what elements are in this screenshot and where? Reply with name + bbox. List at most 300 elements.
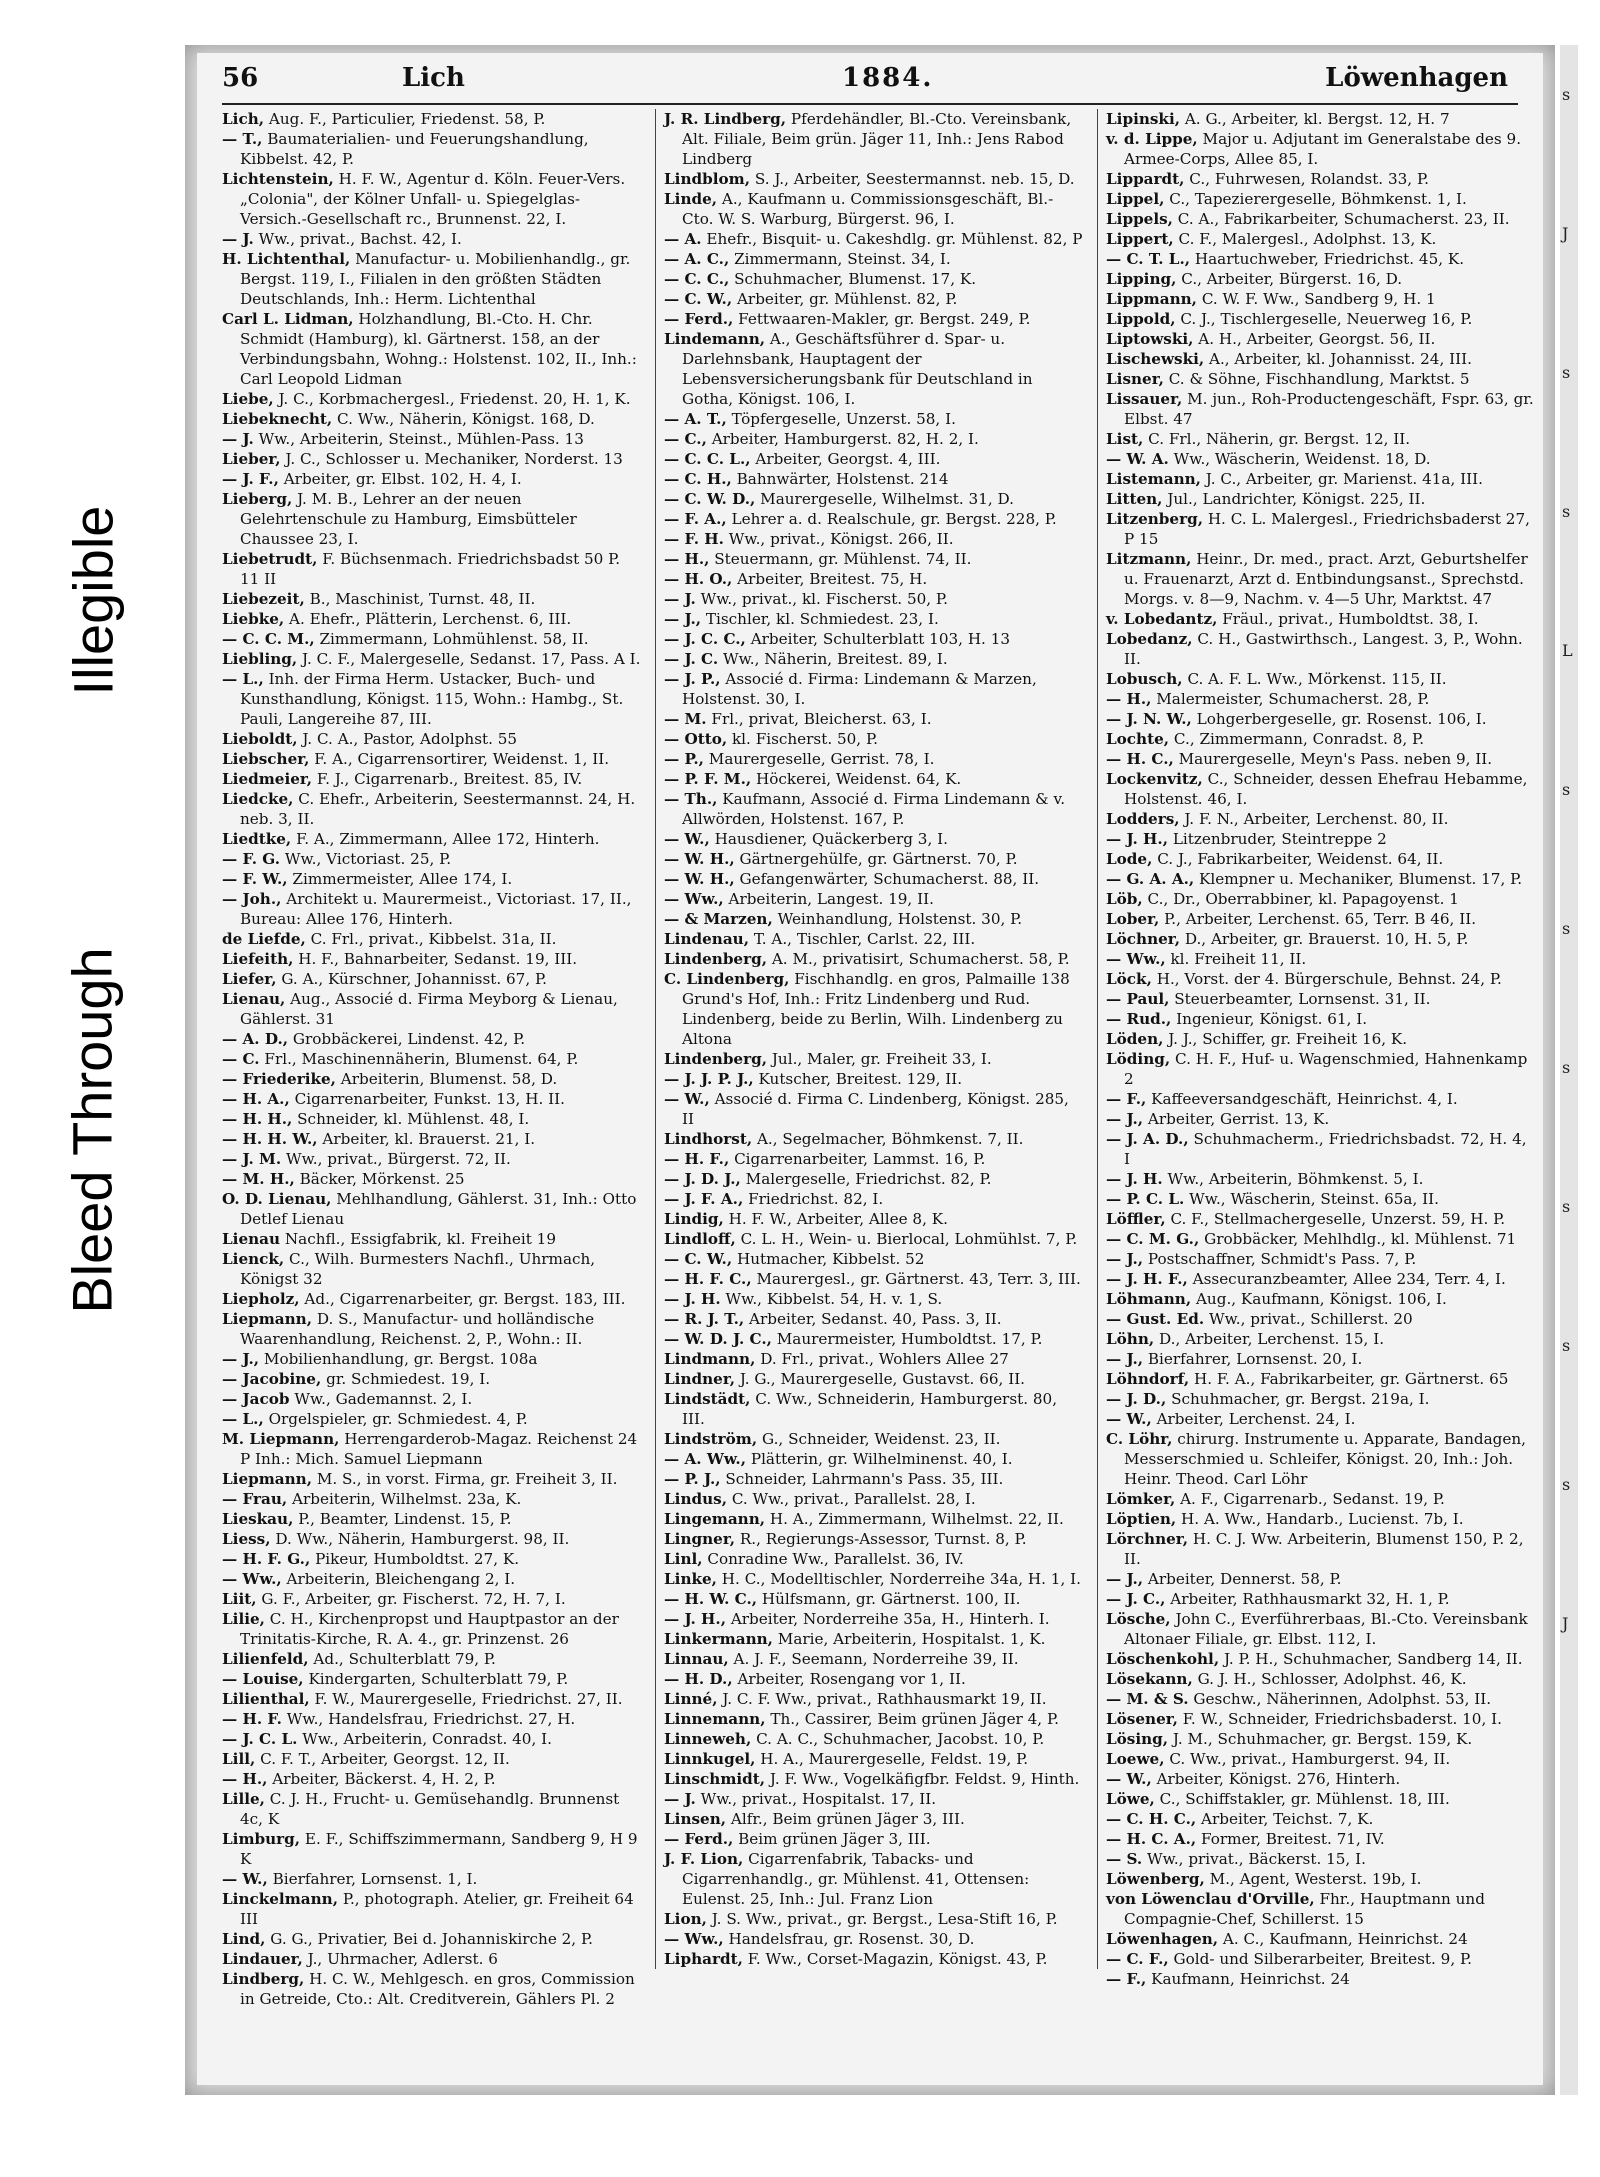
entry-name: Lindstädt, bbox=[664, 1390, 751, 1408]
entry-details: C., Wilh. Burmesters Nachfl., Uhrmach, Königst 32 bbox=[240, 1250, 596, 1288]
entry-details: Litzenbruder, Steintreppe 2 bbox=[1172, 830, 1387, 848]
directory-entry bbox=[1106, 1289, 1536, 1309]
entry-name: Liedcke, bbox=[222, 790, 294, 808]
directory-entry bbox=[1106, 469, 1536, 489]
directory-entry bbox=[222, 549, 642, 589]
entry-details: Beim grünen Jäger 3, III. bbox=[738, 1830, 931, 1848]
directory-entry bbox=[1106, 1609, 1536, 1649]
entry-details: Kindergarten, Schulterblatt 79, P. bbox=[308, 1670, 569, 1688]
directory-entry bbox=[664, 1049, 1084, 1069]
directory-entry bbox=[664, 869, 1084, 889]
entry-name: — J. H. bbox=[1106, 1170, 1163, 1188]
entry-details: C., Schiffstakler, gr. Mühlenst. 18, III. bbox=[1159, 1790, 1450, 1808]
directory-entry bbox=[1106, 1429, 1536, 1489]
entry-name: — C. T. L., bbox=[1106, 250, 1191, 268]
edge-fragment: s bbox=[1562, 1336, 1571, 1355]
entry-name: Carl L. Lidman, bbox=[222, 310, 354, 328]
entry-details: Major u. Adjutant im Generalstabe des 9. Armee-Corps, Allee 85, I. bbox=[1124, 130, 1522, 168]
entry-details: C., Zimmermann, Conradst. 8, P. bbox=[1173, 730, 1425, 748]
directory-entry bbox=[664, 1129, 1084, 1149]
entry-name: — W. D. J. C., bbox=[664, 1330, 772, 1348]
entry-name: — J., bbox=[1106, 1350, 1144, 1368]
entry-name: Lipinski, bbox=[1106, 110, 1181, 128]
entry-name: — A. C., bbox=[664, 250, 730, 268]
entry-details: G. G., Privatier, Bei d. Johanniskirche 2, P. bbox=[270, 1930, 593, 1948]
directory-entry bbox=[1106, 329, 1536, 349]
entry-name: — H. C. A., bbox=[1106, 1830, 1197, 1848]
entry-details: F. Büchsenmach. Friedrichsbadst 50 P. 11 II bbox=[240, 550, 621, 588]
directory-entry bbox=[664, 1929, 1084, 1949]
entry-details: Orgelspieler, gr. Schmiedest. 4, P. bbox=[268, 1410, 528, 1428]
entry-details: C. H., Gastwirthsch., Langest. 3, P., Wohn. II. bbox=[1124, 630, 1523, 668]
entry-details: D. Ww., Näherin, Hamburgerst. 98, II. bbox=[275, 1530, 570, 1548]
entry-details: J. C. A., Pastor, Adolphst. 55 bbox=[302, 730, 518, 748]
directory-entry bbox=[664, 1309, 1084, 1329]
entry-name: — J. bbox=[222, 230, 254, 248]
entry-details: Arbeiter, Teichst. 7, K. bbox=[1201, 1810, 1374, 1828]
directory-entry bbox=[664, 549, 1084, 569]
entry-details: Alfr., Beim grünen Jäger 3, III. bbox=[730, 1810, 965, 1828]
directory-entry bbox=[664, 629, 1084, 649]
entry-name: — J. H. F., bbox=[1106, 1270, 1188, 1288]
directory-entry bbox=[664, 749, 1084, 769]
directory-entry bbox=[222, 449, 642, 469]
entry-name: Limburg, bbox=[222, 1830, 301, 1848]
entry-details: Haartuchweber, Friedrichst. 45, K. bbox=[1194, 250, 1465, 268]
entry-name: — Ww., bbox=[664, 1930, 724, 1948]
entry-name: Liptowski, bbox=[1106, 330, 1194, 348]
entry-name: Linke, bbox=[664, 1570, 717, 1588]
directory-entry bbox=[1106, 369, 1536, 389]
directory-entry bbox=[1106, 1009, 1536, 1029]
next-page-edge bbox=[1560, 45, 1578, 2095]
directory-entry bbox=[222, 1529, 642, 1549]
directory-entry bbox=[664, 189, 1084, 229]
entry-name: Lippmann, bbox=[1106, 290, 1197, 308]
directory-entry bbox=[222, 889, 642, 929]
entry-name: Löwe, bbox=[1106, 1790, 1155, 1808]
directory-entry bbox=[1106, 1729, 1536, 1749]
entry-details: A. G., Arbeiter, kl. Bergst. 12, H. 7 bbox=[1184, 110, 1450, 128]
entry-details: Höckerei, Weidenst. 64, K. bbox=[756, 770, 962, 788]
entry-name: Lindloff, bbox=[664, 1230, 736, 1248]
entry-details: Cigarrenfabrik, Tabacks- und Cigarrenhandlg., gr. Mühlenst. 41, Ottensen: Eulenst. 25, Inh.: Jul. Franz Lion bbox=[682, 1850, 1030, 1908]
directory-entry bbox=[1106, 1509, 1536, 1529]
entry-name: — S. bbox=[1106, 1850, 1143, 1868]
directory-entry bbox=[664, 609, 1084, 629]
entry-name: Liphardt, bbox=[664, 1950, 743, 1968]
entry-name: Lichtenstein, bbox=[222, 170, 334, 188]
directory-entry bbox=[664, 789, 1084, 829]
entry-name: Lindner, bbox=[664, 1370, 735, 1388]
entry-name: — Otto, bbox=[664, 730, 728, 748]
directory-entry bbox=[664, 1509, 1084, 1529]
directory-entry bbox=[1106, 1169, 1536, 1189]
entry-details: Arbeiter, Rosengang vor 1, II. bbox=[737, 1670, 966, 1688]
entry-name: Lobusch, bbox=[1106, 670, 1183, 688]
entry-name: — F. H. bbox=[664, 530, 724, 548]
entry-details: A. M., privatisirt, Schumacherst. 58, P. bbox=[771, 950, 1070, 968]
entry-details: Ww., Arbeiterin, Conradst. 40, I. bbox=[302, 1730, 552, 1748]
directory-entry bbox=[1106, 829, 1536, 849]
entry-details: J. M., Schuhmacher, gr. Bergst. 159, K. bbox=[1172, 1730, 1473, 1748]
directory-entry bbox=[664, 509, 1084, 529]
entry-details: H. F., Bahnarbeiter, Sedanst. 19, III. bbox=[298, 950, 578, 968]
entry-details: Kaufmann, Associé d. Firma Lindemann & v. Allwörden, Holstenst. 167, P. bbox=[682, 790, 1066, 828]
entry-name: Linckelmann, bbox=[222, 1890, 338, 1908]
entry-details: Fettwaaren-Makler, gr. Bergst. 249, P. bbox=[738, 310, 1031, 328]
entry-name: — J. C. L. bbox=[222, 1730, 298, 1748]
entry-details: Ww., Arbeiterin, Böhmkenst. 5, I. bbox=[1167, 1170, 1424, 1188]
entry-details: Maurergeselle, Meyn's Pass. neben 9, II. bbox=[1178, 750, 1493, 768]
directory-entry bbox=[664, 1949, 1084, 1969]
entry-name: — J. bbox=[222, 430, 254, 448]
directory-entry bbox=[1106, 429, 1536, 449]
bleed-through-label-text: Bleed Through bbox=[61, 946, 125, 1314]
directory-entry bbox=[1106, 969, 1536, 989]
entry-name: — J. N. W., bbox=[1106, 710, 1192, 728]
entry-name: Liedtke, bbox=[222, 830, 292, 848]
directory-entry bbox=[1106, 249, 1536, 269]
entry-name: Lilie, bbox=[222, 1610, 265, 1628]
entry-name: — J. H., bbox=[664, 1610, 726, 1628]
entry-details: C. A. C., Schuhmacher, Jacobst. 10, P. bbox=[756, 1730, 1045, 1748]
entry-details: C. F., Stellmachergeselle, Unzerst. 59, H. P. bbox=[1170, 1210, 1506, 1228]
entry-name: — P. C. L. bbox=[1106, 1190, 1185, 1208]
directory-entry bbox=[222, 829, 642, 849]
directory-entry bbox=[222, 1129, 642, 1149]
entry-details: Klempner u. Mechaniker, Blumenst. 17, P. bbox=[1199, 870, 1523, 888]
entry-name: Lippardt, bbox=[1106, 170, 1185, 188]
directory-entry bbox=[664, 1569, 1084, 1589]
entry-name: Lindenberg, bbox=[664, 1050, 768, 1068]
entry-details: G. F., Arbeiter, gr. Fischerst. 72, H. 7, I. bbox=[261, 1590, 566, 1608]
entry-name: Lindström, bbox=[664, 1430, 758, 1448]
entry-name: Löb, bbox=[1106, 890, 1143, 908]
entry-details: J. P. H., Schuhmacher, Sandberg 14, II. bbox=[1223, 1650, 1523, 1668]
entry-name: — H. H. W., bbox=[222, 1130, 318, 1148]
entry-details: H. A. Ww., Handarb., Lucienst. 7b, I. bbox=[1181, 1510, 1464, 1528]
entry-details: A. C., Kaufmann, Heinrichst. 24 bbox=[1222, 1930, 1468, 1948]
entry-details: Bahnwärter, Holstenst. 214 bbox=[736, 470, 949, 488]
directory-entry bbox=[222, 309, 642, 389]
directory-entry bbox=[1106, 1249, 1536, 1269]
directory-entry bbox=[1106, 1929, 1536, 1949]
entry-details: Grobbäckerei, Lindenst. 42, P. bbox=[292, 1030, 526, 1048]
entry-name: Löck, bbox=[1106, 970, 1152, 988]
directory-entry bbox=[222, 1089, 642, 1109]
entry-name: — A. Ww., bbox=[664, 1450, 747, 1468]
directory-entry bbox=[222, 1389, 642, 1409]
directory-entry bbox=[664, 1749, 1084, 1769]
entry-details: A., Geschäftsführer d. Spar- u. Darlehnsbank, Hauptagent der Lebensversicherungsbank für Deutschland in Gotha, Königst. 106, I. bbox=[682, 330, 1033, 408]
entry-name: Liepmann, bbox=[222, 1310, 313, 1328]
directory-column-1 bbox=[222, 109, 642, 2008]
directory-entry bbox=[1106, 1089, 1536, 1109]
entry-details: Ww., Wäscherin, Weidenst. 18, D. bbox=[1173, 450, 1431, 468]
entry-details: Arbeiter, Königst. 276, Hinterh. bbox=[1156, 1770, 1401, 1788]
entry-name: — J. D., bbox=[1106, 1390, 1167, 1408]
directory-entry bbox=[664, 709, 1084, 729]
directory-entry bbox=[1106, 1809, 1536, 1829]
entry-details: F. W., Maurergeselle, Friedrichst. 27, II. bbox=[314, 1690, 623, 1708]
entry-name: Listemann, bbox=[1106, 470, 1201, 488]
entry-details: C. W. F. Ww., Sandberg 9, H. 1 bbox=[1201, 290, 1436, 308]
directory-entry bbox=[1106, 1349, 1536, 1369]
entry-details: P., photograph. Atelier, gr. Freiheit 64 III bbox=[240, 1890, 634, 1928]
entry-name: O. D. Lienau, bbox=[222, 1190, 332, 1208]
entry-name: — Ww., bbox=[664, 890, 724, 908]
directory-entry bbox=[1106, 349, 1536, 369]
directory-entry bbox=[664, 1549, 1084, 1569]
directory-entry bbox=[664, 1769, 1084, 1789]
entry-name: Lobedanz, bbox=[1106, 630, 1193, 648]
entry-details: gr. Schmiedest. 19, I. bbox=[326, 1370, 491, 1388]
directory-entry bbox=[222, 1789, 642, 1829]
entry-name: — C. M. G., bbox=[1106, 1230, 1200, 1248]
entry-name: — Ww., bbox=[1106, 950, 1166, 968]
entry-details: G. A., Kürschner, Johannisst. 67, P. bbox=[281, 970, 547, 988]
directory-entry bbox=[664, 669, 1084, 709]
directory-entry bbox=[1106, 889, 1536, 909]
entry-name: — H. H., bbox=[222, 1110, 293, 1128]
entry-name: Lieber, bbox=[222, 450, 281, 468]
entry-details: F. A., Zimmermann, Allee 172, Hinterh. bbox=[296, 830, 600, 848]
edge-fragment: s bbox=[1562, 919, 1571, 938]
directory-entry bbox=[1106, 1489, 1536, 1509]
directory-entry bbox=[1106, 309, 1536, 329]
entry-name: Lösener, bbox=[1106, 1710, 1178, 1728]
entry-name: — W., bbox=[664, 830, 710, 848]
entry-name: Lippert, bbox=[1106, 230, 1174, 248]
entry-name: Linsen, bbox=[664, 1810, 727, 1828]
directory-entry bbox=[1106, 1029, 1536, 1049]
directory-entry bbox=[1106, 1689, 1536, 1709]
entry-details: C. Frl., Näherin, gr. Bergst. 12, II. bbox=[1148, 430, 1411, 448]
entry-name: Liebling, bbox=[222, 650, 298, 668]
directory-entry bbox=[222, 1169, 642, 1189]
entry-name: Litten, bbox=[1106, 490, 1163, 508]
directory-entry bbox=[1106, 1949, 1536, 1969]
entry-details: C. J., Tischlergeselle, Neuerweg 16, P. bbox=[1180, 310, 1473, 328]
entry-name: Löwenhagen, bbox=[1106, 1930, 1219, 1948]
directory-entry bbox=[664, 949, 1084, 969]
entry-name: — F. A., bbox=[664, 510, 727, 528]
entry-details: Arbeiter, kl. Brauerst. 21, I. bbox=[322, 1130, 536, 1148]
entry-details: J. C. F. Ww., privat., Rathhausmarkt 19, II. bbox=[722, 1690, 1047, 1708]
entry-details: Gefangenwärter, Schumacherst. 88, II. bbox=[739, 870, 1040, 888]
entry-name: Lilienfeld, bbox=[222, 1650, 309, 1668]
entry-details: Arbeiterin, Wilhelmst. 23a, K. bbox=[292, 1490, 522, 1508]
entry-name: Liebke, bbox=[222, 610, 285, 628]
entry-details: Fischhandlg. en gros, Palmaille 138 Grund's Hof, Inh.: Fritz Lindenberg und Rud. Lindenberg, beide zu Berlin, Wilh. Lindenberg zu Altona bbox=[682, 970, 1070, 1048]
directory-column-3 bbox=[1106, 109, 1536, 1988]
entry-name: Lissauer, bbox=[1106, 390, 1183, 408]
entry-name: Lilienthal, bbox=[222, 1690, 310, 1708]
edge-fragment: s bbox=[1562, 780, 1571, 799]
entry-name: — F., bbox=[1106, 1090, 1147, 1108]
entry-details: Aug., Kaufmann, Königst. 106, I. bbox=[1195, 1290, 1447, 1308]
directory-entry bbox=[1106, 1309, 1536, 1329]
entry-details: Conradine Ww., Parallelst. 36, IV. bbox=[707, 1550, 964, 1568]
directory-entry bbox=[664, 1349, 1084, 1369]
entry-details: C. & Söhne, Fischhandlung, Marktst. 5 bbox=[1168, 370, 1470, 388]
entry-details: Ww., Victoriast. 25, P. bbox=[284, 850, 452, 868]
directory-entry bbox=[664, 1649, 1084, 1669]
entry-name: — P. F. M., bbox=[664, 770, 752, 788]
entry-name: Liebscher, bbox=[222, 750, 310, 768]
directory-entry bbox=[222, 1709, 642, 1729]
edge-fragment: J bbox=[1562, 224, 1569, 243]
directory-entry bbox=[664, 1369, 1084, 1389]
entry-name: Lisner, bbox=[1106, 370, 1164, 388]
entry-name: — Ferd., bbox=[664, 1830, 734, 1848]
entry-details: Maurergesl., gr. Gärtnerst. 43, Terr. 3, III. bbox=[756, 1270, 1081, 1288]
directory-entry bbox=[222, 1749, 642, 1769]
entry-name: — A. D., bbox=[222, 1030, 289, 1048]
directory-entry bbox=[664, 1489, 1084, 1509]
directory-entry bbox=[664, 1689, 1084, 1709]
directory-entry bbox=[1106, 949, 1536, 969]
entry-name: — H. D., bbox=[664, 1670, 733, 1688]
entry-name: Lingner, bbox=[664, 1530, 735, 1548]
entry-details: Arbeiter, Norderreihe 35a, H., Hinterh. I. bbox=[730, 1610, 1050, 1628]
entry-name: — Ferd., bbox=[664, 310, 734, 328]
directory-entry bbox=[222, 1929, 642, 1949]
directory-entry bbox=[1106, 1829, 1536, 1849]
directory-entry bbox=[664, 1669, 1084, 1689]
entry-name: — W. H., bbox=[664, 850, 735, 868]
directory-entry bbox=[664, 729, 1084, 749]
entry-details: Arbeiter, Rathhausmarkt 32, H. 1, P. bbox=[1170, 1590, 1450, 1608]
entry-name: Lieberg, bbox=[222, 490, 293, 508]
entry-name: J. R. Lindberg, bbox=[664, 110, 787, 128]
entry-name: Linde, bbox=[664, 190, 718, 208]
entry-details: Schuhmacherm., Friedrichsbadst. 72, H. 4, I bbox=[1124, 1130, 1527, 1168]
entry-details: J. J., Schiffer, gr. Freiheit 16, K. bbox=[1168, 1030, 1408, 1048]
entry-name: — J. C. bbox=[664, 650, 719, 668]
entry-name: — Jacobine, bbox=[222, 1370, 322, 1388]
entry-name: — C. bbox=[222, 1050, 260, 1068]
directory-entry bbox=[222, 1309, 642, 1349]
entry-details: D., Arbeiter, gr. Brauerst. 10, H. 5, P. bbox=[1184, 930, 1469, 948]
entry-name: — H., bbox=[664, 550, 710, 568]
entry-name: Lindenau, bbox=[664, 930, 749, 948]
directory-entry bbox=[222, 1729, 642, 1749]
entry-details: Jul., Landrichter, Königst. 225, II. bbox=[1167, 490, 1426, 508]
entry-details: Associé d. Firma: Lindemann & Marzen, Holstenst. 30, I. bbox=[682, 670, 1037, 708]
entry-details: H. C. L. Malergesl., Friedrichsbaderst 27, P 15 bbox=[1124, 510, 1530, 548]
entry-details: Ad., Cigarrenarbeiter, gr. Bergst. 183, III. bbox=[304, 1290, 626, 1308]
entry-details: E. F., Schiffszimmermann, Sandberg 9, H 9 K bbox=[240, 1830, 638, 1868]
directory-entry bbox=[1106, 909, 1536, 929]
entry-details: Maurermeister, Humboldtst. 17, P. bbox=[776, 1330, 1043, 1348]
entry-details: Arbeiter, Gerrist. 13, K. bbox=[1147, 1110, 1330, 1128]
directory-entry bbox=[1106, 1889, 1536, 1929]
entry-details: A. F., Cigarrenarb., Sedanst. 19, P. bbox=[1180, 1490, 1445, 1508]
directory-entry bbox=[222, 989, 642, 1029]
entry-name: — F. G. bbox=[222, 850, 281, 868]
directory-entry bbox=[222, 1829, 642, 1869]
entry-name: — A. T., bbox=[664, 410, 727, 428]
entry-details: Lohgerbergeselle, gr. Rosenst. 106, I. bbox=[1196, 710, 1487, 728]
directory-entry bbox=[664, 409, 1084, 429]
entry-name: — J. J. P. J., bbox=[664, 1070, 754, 1088]
entry-details: Schneider, Lahrmann's Pass. 35, III. bbox=[725, 1470, 1004, 1488]
entry-details: C. Frl., privat., Kibbelst. 31a, II. bbox=[310, 930, 557, 948]
entry-details: H. A., Maurergeselle, Feldst. 19, P. bbox=[760, 1750, 1029, 1768]
entry-details: B., Maschinist, Turnst. 48, II. bbox=[309, 590, 536, 608]
directory-entry bbox=[1106, 629, 1536, 669]
entry-details: Pikeur, Humboldtst. 27, K. bbox=[315, 1550, 520, 1568]
entry-name: Löptien, bbox=[1106, 1510, 1177, 1528]
entry-name: List, bbox=[1106, 430, 1144, 448]
entry-details: Bierfahrer, Lornsenst. 20, I. bbox=[1147, 1350, 1363, 1368]
entry-name: — J. C. C., bbox=[664, 630, 746, 648]
entry-name: Lienau, bbox=[222, 990, 286, 1008]
directory-entry bbox=[664, 849, 1084, 869]
directory-entry bbox=[1106, 749, 1536, 769]
illegible-label bbox=[0, 435, 185, 765]
entry-details: Ww., Gademannst. 2, I. bbox=[294, 1390, 473, 1408]
entry-name: — H. W. C., bbox=[664, 1590, 758, 1608]
directory-entry bbox=[222, 1869, 642, 1889]
entry-name: Lindemann, bbox=[664, 330, 766, 348]
edge-fragment: L bbox=[1562, 641, 1573, 660]
entry-details: Jul., Maler, gr. Freiheit 33, I. bbox=[771, 1050, 992, 1068]
entry-name: Loewe, bbox=[1106, 1750, 1165, 1768]
entry-name: Lich, bbox=[222, 110, 265, 128]
edge-fragment: s bbox=[1562, 363, 1571, 382]
entry-name: — H., bbox=[222, 1770, 268, 1788]
entry-details: Zimmermeister, Allee 174, I. bbox=[292, 870, 513, 888]
entry-details: G. J. H., Schlosser, Adolphst. 46, K. bbox=[1197, 1670, 1467, 1688]
directory-entry bbox=[222, 1109, 642, 1129]
entry-name: M. Liepmann, bbox=[222, 1430, 340, 1448]
directory-entry bbox=[664, 1249, 1084, 1269]
directory-entry bbox=[222, 1189, 642, 1229]
entry-name: Liefer, bbox=[222, 970, 277, 988]
entry-details: F. Ww., Corset-Magazin, Königst. 43, P. bbox=[747, 1950, 1048, 1968]
entry-name: Lodders, bbox=[1106, 810, 1180, 828]
directory-entry bbox=[222, 589, 642, 609]
entry-name: — C. W. D., bbox=[664, 490, 756, 508]
entry-name: — J., bbox=[1106, 1110, 1144, 1128]
entry-details: H. F. A., Fabrikarbeiter, gr. Gärtnerst. 65 bbox=[1193, 1370, 1509, 1388]
entry-details: John C., Everführerbaas, Bl.-Cto. Vereinsbank Altonaer Filiale, gr. Elbst. 112, I. bbox=[1124, 1610, 1528, 1648]
entry-details: A., Kaufmann u. Commissionsgeschäft, Bl.-Cto. W. S. Warburg, Bürgerst. 96, I. bbox=[682, 190, 1054, 228]
directory-entry bbox=[664, 1849, 1084, 1909]
column-divider bbox=[1097, 109, 1098, 1969]
entry-details: D., Arbeiter, Lerchenst. 15, I. bbox=[1159, 1330, 1385, 1348]
entry-details: Mobilienhandlung, gr. Bergst. 108a bbox=[263, 1350, 538, 1368]
entry-name: J. F. Lion, bbox=[664, 1850, 744, 1868]
entry-details: Weinhandlung, Holstenst. 30, P. bbox=[777, 910, 1023, 928]
directory-entry bbox=[1106, 1389, 1536, 1409]
entry-name: — J. A. D., bbox=[1106, 1130, 1189, 1148]
entry-name: Lindig, bbox=[664, 1210, 724, 1228]
entry-details: C. J., Fabrikarbeiter, Weidenst. 64, II. bbox=[1157, 850, 1444, 868]
directory-entry bbox=[664, 529, 1084, 549]
entry-details: Malermeister, Schumacherst. 28, P. bbox=[1156, 690, 1430, 708]
entry-details: Inh. der Firma Herm. Ustacker, Buch- und Kunsthandlung, Königst. 115, Wohn.: Hambg., St. Pauli, Langereihe 87, III. bbox=[240, 670, 624, 728]
directory-entry bbox=[1106, 1529, 1536, 1569]
directory-entry bbox=[222, 1029, 642, 1049]
directory-entry bbox=[222, 669, 642, 729]
entry-name: Lion, bbox=[664, 1910, 707, 1928]
header-rule bbox=[222, 103, 1518, 105]
directory-entry bbox=[222, 789, 642, 829]
